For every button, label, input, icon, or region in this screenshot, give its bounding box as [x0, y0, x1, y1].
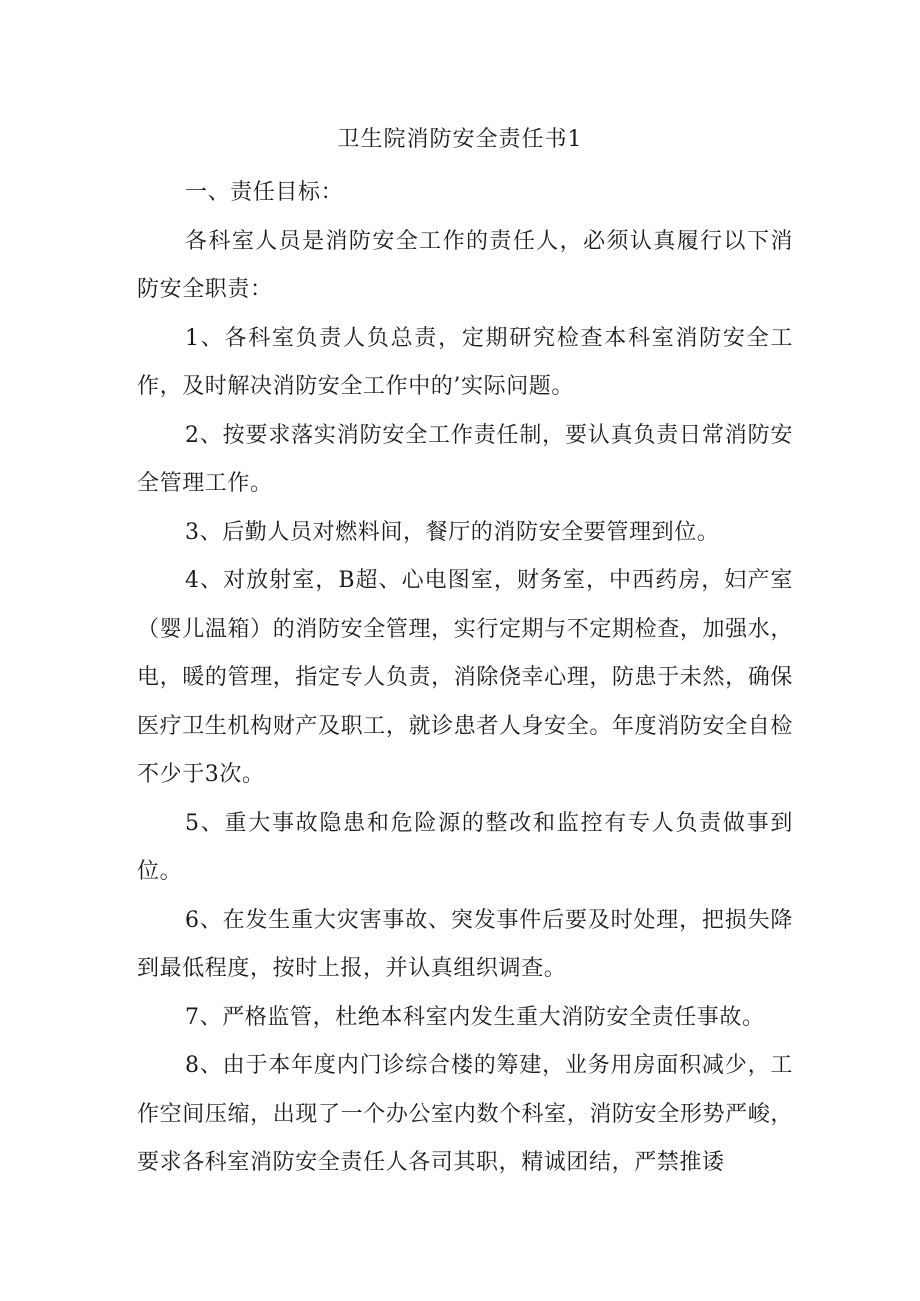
- paragraph-item-3: 3、后勤人员对燃料间，餐厅的消防安全要管理到位。: [185, 519, 720, 545]
- document-body: [137, 169, 793, 1188]
- paragraph-item-6: 6、在发生重大灾害事故、突发事件后要及时处理，把损失降到最低程度，按时上报，并认真组织调查。: [137, 907, 793, 981]
- paragraph-item-1: 1、各科室负责人负总责，定期研究检查本科室消防安全工作，及时解决消防安全工作中的’实际问题。: [137, 325, 793, 399]
- paragraph-intro: 各科室人员是消防安全工作的责任人，必须认真履行以下消防安全职责：: [137, 228, 793, 302]
- section-heading: 一、责任目标：: [185, 180, 344, 205]
- paragraph-item-2: 2、按要求落实消防安全工作责任制，要认真负责日常消防安全管理工作。: [137, 422, 793, 496]
- paragraph-item-8: 8、由于本年度内门诊综合楼的筹建，业务用房面积减少，工作空间压缩，出现了一个办公室内数个科室，消防安全形势严峻，要求各科室消防安全责任人各司其职，精诚团结，严禁推诿: [137, 1053, 793, 1175]
- paragraph-item-4: 4、对放射室，B超、心电图室，财务室，中西药房，妇产室（婴儿温箱）的消防安全管理，实行定期与不定期检查，加强水，电，暖的管理，指定专人负责，消除侥幸心理，防患于未然，确保医疗卫生机构财产及职工，就诊患者人身安全。年度消防安全自检不少于3次。: [137, 568, 793, 787]
- paragraph-item-7: 7、严格监管，杜绝本科室内发生重大消防安全责任事故。: [185, 1004, 765, 1030]
- document-title: 卫生院消防安全责任书1: [337, 127, 583, 152]
- paragraph-item-5: 5、重大事故隐患和危险源的整改和监控有专人负责做事到位。: [137, 810, 793, 884]
